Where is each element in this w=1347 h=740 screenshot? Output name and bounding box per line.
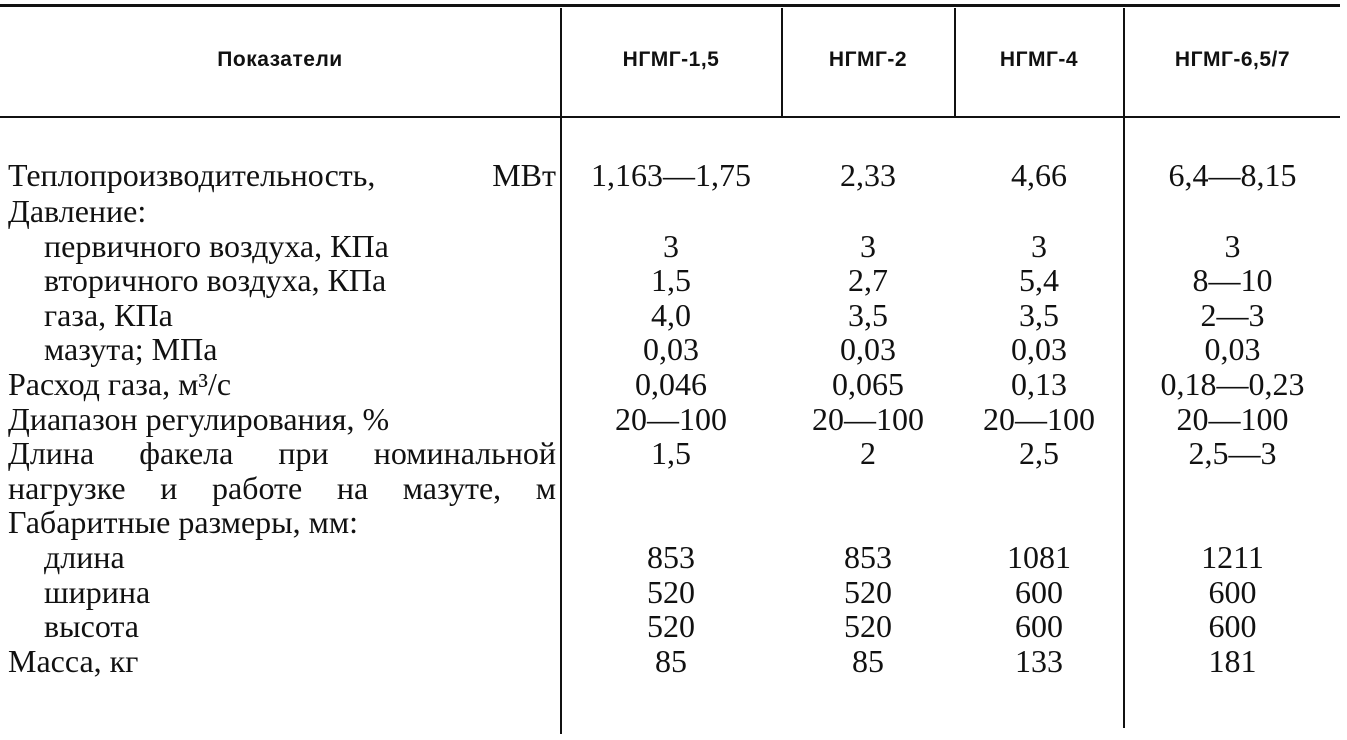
row-value-col-4: 181 [1208, 642, 1257, 679]
row-value-col-4: 3 [1224, 227, 1241, 264]
row-label: Теплопроизводительность, МВт [8, 157, 556, 193]
row-label: высота [44, 608, 139, 645]
table-row [0, 332, 1340, 367]
row-label: Габаритные размеры, мм: [8, 504, 359, 541]
row-value-col-3: 1081 [1007, 538, 1071, 575]
row-value-col-2: 520 [844, 573, 892, 610]
row-value-col-3: 600 [1015, 573, 1063, 610]
row-value-col-3: 133 [1015, 642, 1063, 679]
row-value-col-1: 520 [647, 608, 695, 645]
row-value-col-3: 2,5 [1019, 435, 1059, 472]
row-value-col-2: 0,03 [840, 331, 896, 368]
row-value-col-2: 20—100 [812, 400, 924, 437]
table-row [0, 505, 1340, 540]
row-value-col-1: 20—100 [615, 400, 727, 437]
row-value-col-3: 3,5 [1019, 296, 1059, 333]
row-value-col-1: 1,5 [651, 262, 691, 299]
row-value-col-4: 600 [1208, 573, 1257, 610]
row-value-col-2: 3 [860, 227, 876, 264]
table-row [0, 156, 1340, 194]
header-column-2: НГМГ-2 [828, 48, 908, 71]
row-value-col-2: 2 [860, 435, 876, 472]
row-label: первичного воздуха, КПа [44, 227, 389, 264]
row-value-col-1: 4,0 [651, 296, 691, 333]
row-label: мазута; МПа [44, 331, 218, 368]
row-label: длина [44, 538, 125, 575]
row-value-col-4: 6,4—8,15 [1168, 157, 1297, 193]
table-row [0, 229, 1340, 264]
row-value-col-4: 1211 [1201, 538, 1264, 575]
row-label: нагрузке и работе на мазуте, м [8, 469, 556, 506]
row-value-col-3: 600 [1015, 608, 1063, 645]
row-value-col-2: 853 [844, 538, 892, 575]
row-value-col-3: 5,4 [1019, 262, 1059, 299]
row-value-col-3: 3 [1031, 227, 1047, 264]
header-column-4: НГМГ-6,5/7 [1174, 48, 1291, 71]
row-value-col-1: 1,5 [651, 435, 691, 472]
row-value-col-4: 0,03 [1204, 331, 1261, 368]
table-row [0, 575, 1340, 610]
table-row [0, 644, 1340, 679]
table-row [0, 609, 1340, 644]
row-value-col-3: 4,66 [1011, 157, 1067, 193]
row-value-col-2: 3,5 [848, 296, 888, 333]
row-value-col-2: 2,7 [848, 262, 888, 299]
row-value-col-4: 2—3 [1200, 296, 1265, 333]
table-row [0, 471, 1340, 506]
row-value-col-3: 0,13 [1011, 365, 1067, 402]
row-label: вторичного воздуха, КПа [44, 262, 387, 299]
row-label: Давление: [8, 193, 147, 229]
row-value-col-4: 2,5—3 [1188, 435, 1277, 472]
row-label: Масса, кг [8, 642, 139, 679]
header-column-3: НГМГ-4 [999, 48, 1079, 71]
row-value-col-1: 3 [663, 227, 679, 264]
table-row [0, 436, 1340, 471]
row-value-col-4: 8—10 [1192, 262, 1273, 299]
table-row [0, 194, 1340, 229]
table-header-rule [0, 116, 1340, 118]
row-value-col-4: 600 [1208, 608, 1257, 645]
row-value-col-3: 0,03 [1011, 331, 1067, 368]
row-label: Длина факела при номинальной [8, 435, 556, 472]
header-label: Показатели [217, 48, 343, 71]
row-value-col-1: 853 [647, 538, 695, 575]
row-value-col-4: 0,18—0,23 [1160, 365, 1305, 402]
table-row [0, 540, 1340, 575]
row-value-col-1: 0,03 [643, 331, 699, 368]
row-value-col-2: 85 [852, 642, 884, 679]
header-column-1: НГМГ-1,5 [622, 48, 720, 71]
row-value-col-1: 1,163—1,75 [591, 157, 751, 193]
table-top-rule [0, 4, 1340, 7]
row-value-col-4: 20—100 [1176, 400, 1289, 437]
row-value-col-2: 2,33 [840, 157, 896, 193]
row-value-col-2: 0,065 [832, 365, 904, 402]
row-label: Расход газа, м³/с [8, 365, 232, 402]
row-value-col-2: 520 [844, 608, 892, 645]
row-label: Диапазон регулирования, % [8, 400, 390, 437]
row-label: газа, КПа [44, 296, 173, 333]
table-row [0, 367, 1340, 402]
table-row [0, 402, 1340, 437]
row-value-col-1: 0,046 [635, 365, 707, 402]
row-value-col-1: 85 [655, 642, 687, 679]
row-label: ширина [44, 573, 151, 610]
table-row [0, 263, 1340, 298]
row-value-col-1: 520 [647, 573, 695, 610]
table-body [0, 156, 1340, 678]
table-row [0, 298, 1340, 333]
row-value-col-3: 20—100 [983, 400, 1095, 437]
